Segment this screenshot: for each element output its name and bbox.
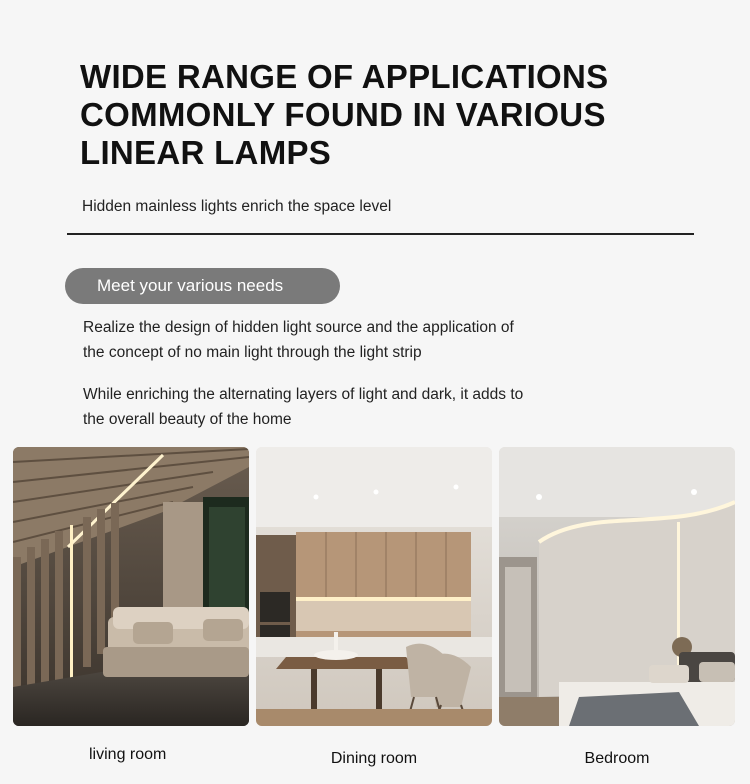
caption-dining-room: Dining room [330,750,418,767]
description-paragraph [83,315,583,365]
caption-bedroom: Bedroom [584,750,650,767]
caption-living-room: living room [89,746,167,763]
paragraph-line: Realize the design of hidden light source and the application of [83,319,514,336]
subtitle: Hidden mainless lights enrich the space level [82,198,392,215]
dining-room-photo [256,447,492,726]
page-title [80,58,700,172]
description-paragraph [83,382,583,432]
bedroom-photo [499,447,735,726]
title-line: COMMONLY FOUND IN VARIOUS [80,96,606,133]
paragraph-line: the overall beauty of the home [83,411,292,428]
divider [67,233,694,235]
living-room-photo [13,447,249,726]
paragraph-line: While enriching the alternating layers of light and dark, it adds to [83,386,524,403]
title-line: WIDE RANGE OF APPLICATIONS [80,58,609,95]
paragraph-line: the concept of no main light through the light strip [83,344,422,361]
title-line: LINEAR LAMPS [80,134,332,171]
section-pill: Meet your various needs [65,268,340,304]
